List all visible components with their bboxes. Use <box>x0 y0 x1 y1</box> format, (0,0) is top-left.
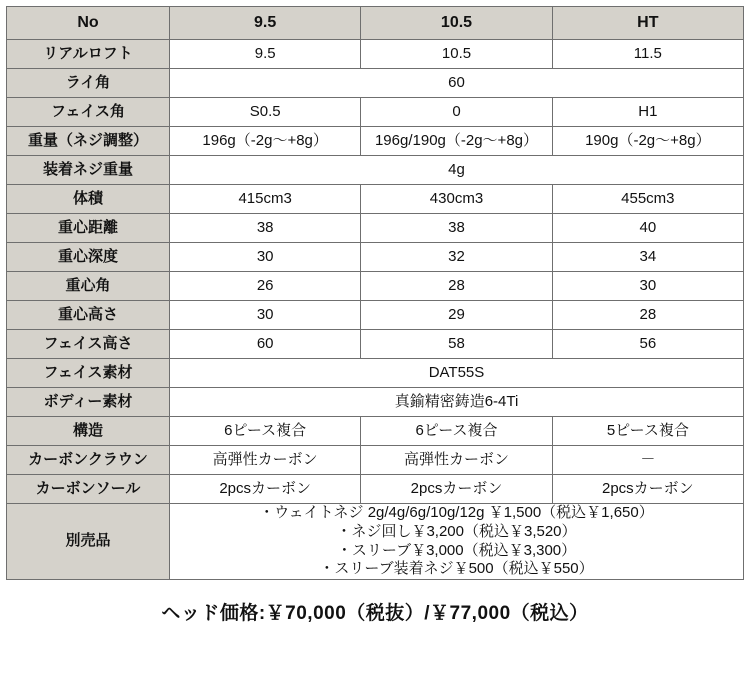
row-value: DAT55S <box>170 359 744 388</box>
row-value: 真鍮精密鋳造6-4Ti <box>170 388 744 417</box>
table-row <box>7 359 744 388</box>
row-label: カーボンソール <box>7 475 170 504</box>
table-row <box>7 185 744 214</box>
row-value: 60 <box>170 330 361 359</box>
table-body <box>7 40 744 580</box>
table-row <box>7 330 744 359</box>
row-value: 4g <box>170 156 744 185</box>
table-row <box>7 388 744 417</box>
table-header-row <box>7 7 744 40</box>
row-value: 196g（-2g～+8g） <box>170 127 361 156</box>
table-row <box>7 40 744 69</box>
row-label: フェイス素材 <box>7 359 170 388</box>
row-value: 34 <box>552 243 743 272</box>
row-label: 重心角 <box>7 272 170 301</box>
row-label: ボディー素材 <box>7 388 170 417</box>
table-row <box>7 301 744 330</box>
row-value: 6ピース複合 <box>361 417 552 446</box>
row-label: ライ角 <box>7 69 170 98</box>
row-value: H1 <box>552 98 743 127</box>
row-label: 重心高さ <box>7 301 170 330</box>
row-value: 5ピース複合 <box>552 417 743 446</box>
optional-item: ・スリーブ￥3,000（税込￥3,300） <box>336 541 577 559</box>
row-value: 196g/190g（-2g～+8g） <box>361 127 552 156</box>
row-value: 56 <box>552 330 743 359</box>
row-value: 38 <box>361 214 552 243</box>
table-row <box>7 156 744 185</box>
optional-item: ・ウェイトネジ 2g/4g/6g/10g/12g ￥1,500（税込￥1,650） <box>259 504 654 521</box>
row-value: － <box>552 446 743 475</box>
row-value: 9.5 <box>170 40 361 69</box>
table-row <box>7 272 744 301</box>
table-row <box>7 214 744 243</box>
table-row <box>7 98 744 127</box>
row-value: 10.5 <box>361 40 552 69</box>
row-value: 190g（-2g～+8g） <box>552 127 743 156</box>
row-value: 高弾性カーボン <box>170 446 361 475</box>
row-value: 11.5 <box>552 40 743 69</box>
optional-item: ・スリーブ装着ネジ￥500（税込￥550） <box>319 560 594 578</box>
optional-items-list <box>170 504 744 580</box>
row-label: カーボンクラウン <box>7 446 170 475</box>
row-value: 高弾性カーボン <box>361 446 552 475</box>
row-value: 6ピース複合 <box>170 417 361 446</box>
table-row <box>7 69 744 98</box>
row-value: 28 <box>552 301 743 330</box>
row-label: 重心深度 <box>7 243 170 272</box>
row-value: S0.5 <box>170 98 361 127</box>
row-value: 26 <box>170 272 361 301</box>
row-value: 32 <box>361 243 552 272</box>
row-value: 28 <box>361 272 552 301</box>
header-cell-no: No <box>7 7 170 40</box>
row-value: 40 <box>552 214 743 243</box>
table-row <box>7 417 744 446</box>
row-value: 30 <box>170 243 361 272</box>
row-label: 重量（ネジ調整） <box>7 127 170 156</box>
table-row <box>7 475 744 504</box>
row-label: 重心距離 <box>7 214 170 243</box>
row-label: 体積 <box>7 185 170 214</box>
row-value: 415cm3 <box>170 185 361 214</box>
row-value: 0 <box>361 98 552 127</box>
optional-item: ・ネジ回し￥3,200（税込￥3,520） <box>336 522 577 540</box>
row-value: 30 <box>170 301 361 330</box>
spec-table <box>6 6 744 580</box>
table-row <box>7 446 744 475</box>
row-label: リアルロフト <box>7 40 170 69</box>
row-value: 430cm3 <box>361 185 552 214</box>
row-value: 2pcsカーボン <box>361 475 552 504</box>
row-value: 58 <box>361 330 552 359</box>
row-value: 2pcsカーボン <box>170 475 361 504</box>
row-label: フェイス高さ <box>7 330 170 359</box>
row-label: フェイス角 <box>7 98 170 127</box>
row-value: 2pcsカーボン <box>552 475 743 504</box>
row-label: 別売品 <box>7 504 170 580</box>
row-label: 装着ネジ重量 <box>7 156 170 185</box>
row-value: 455cm3 <box>552 185 743 214</box>
header-cell-ht: HT <box>552 7 743 40</box>
row-value: 60 <box>170 69 744 98</box>
row-value: 29 <box>361 301 552 330</box>
table-row <box>7 127 744 156</box>
table-header <box>7 7 744 40</box>
table-row <box>7 243 744 272</box>
table-row-optional-items <box>7 504 744 580</box>
header-cell-105: 10.5 <box>361 7 552 40</box>
row-value: 38 <box>170 214 361 243</box>
row-value: 30 <box>552 272 743 301</box>
row-label: 構造 <box>7 417 170 446</box>
header-cell-95: 9.5 <box>170 7 361 40</box>
head-price-line: ヘッド価格:￥70,000（税抜）/￥77,000（税込） <box>161 603 589 624</box>
